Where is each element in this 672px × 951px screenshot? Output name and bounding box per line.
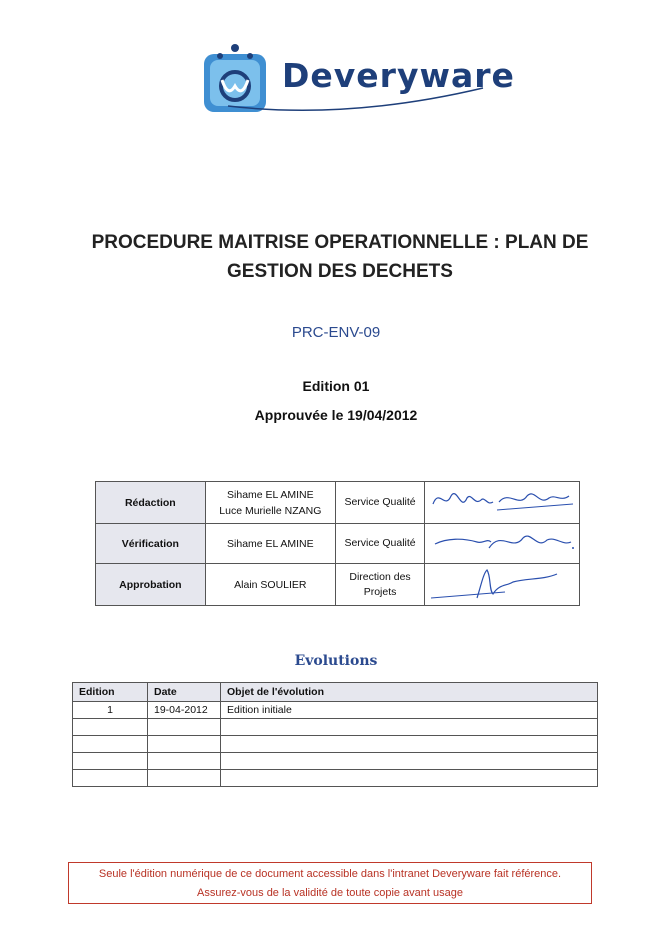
- service-cell: Service Qualité: [335, 482, 424, 524]
- signature-table: [95, 481, 580, 606]
- names-cell: [205, 482, 335, 524]
- role-cell: Rédaction: [96, 482, 206, 524]
- handwritten-signature: [427, 524, 577, 560]
- table-cell: 1: [73, 702, 148, 719]
- table-cell: [221, 770, 598, 787]
- table-cell: [148, 719, 221, 736]
- signature-cell: [425, 564, 580, 606]
- signature-cell: [425, 482, 580, 524]
- person-name: Luce Murielle NZANG: [219, 504, 322, 517]
- role-cell: Vérification: [96, 524, 206, 564]
- table-cell: [221, 719, 598, 736]
- table-row: [73, 770, 598, 787]
- table-cell: [148, 736, 221, 753]
- edition-label: Edition 01: [302, 378, 370, 394]
- evolutions-table: [72, 682, 598, 787]
- footer-line-2: Assurez-vous de la validité de toute copie avant usage: [197, 887, 463, 899]
- table-cell: [73, 770, 148, 787]
- column-header: Date: [148, 683, 221, 702]
- table-cell: 19-04-2012: [148, 702, 221, 719]
- title-line-1: PROCEDURE MAITRISE OPERATIONNELLE : PLAN DE: [91, 232, 589, 253]
- table-cell: [148, 770, 221, 787]
- table-row: [73, 736, 598, 753]
- signature-row-redaction: [96, 482, 580, 524]
- table-header-row: [73, 683, 598, 702]
- table-row: [73, 753, 598, 770]
- table-cell: [73, 753, 148, 770]
- table-cell: [221, 736, 598, 753]
- signature-cell: [425, 524, 580, 564]
- table-cell: [148, 753, 221, 770]
- service-line: Direction des: [349, 570, 411, 583]
- person-name: Sihame EL AMINE: [227, 488, 314, 501]
- title-line-2: GESTION DES DECHETS: [227, 261, 453, 282]
- person-name: Sihame EL AMINE: [227, 537, 314, 550]
- signature-row-approbation: [96, 564, 580, 606]
- table-row: [73, 719, 598, 736]
- approval-date: Approuvée le 19/04/2012: [254, 407, 418, 423]
- footer-line-1: Seule l'édition numérique de ce document accessible dans l'intranet Deveryware fait référence.: [98, 868, 562, 880]
- page-title: [60, 228, 620, 286]
- column-header: Objet de l'évolution: [221, 683, 598, 702]
- service-cell: Service Qualité: [335, 524, 424, 564]
- person-name: Alain SOULIER: [234, 578, 307, 591]
- logo-wordmark: Deveryware: [282, 56, 515, 95]
- table-cell: [73, 736, 148, 753]
- column-header: Edition: [73, 683, 148, 702]
- handwritten-signature: [427, 564, 577, 602]
- evolutions-title: Evolutions: [294, 653, 378, 669]
- footer-notice: [68, 862, 592, 904]
- service-line: Projets: [363, 585, 397, 598]
- document-reference: PRC-ENV-09: [291, 324, 381, 341]
- company-logo: [198, 40, 515, 118]
- names-cell: [205, 564, 335, 606]
- table-cell: [73, 719, 148, 736]
- names-cell: [205, 524, 335, 564]
- table-cell: [221, 753, 598, 770]
- service-cell: [335, 564, 424, 606]
- table-cell: Edition initiale: [221, 702, 598, 719]
- role-cell: Approbation: [96, 564, 206, 606]
- handwritten-signature: [427, 482, 577, 520]
- signature-row-verification: [96, 524, 580, 564]
- table-row: [73, 702, 598, 719]
